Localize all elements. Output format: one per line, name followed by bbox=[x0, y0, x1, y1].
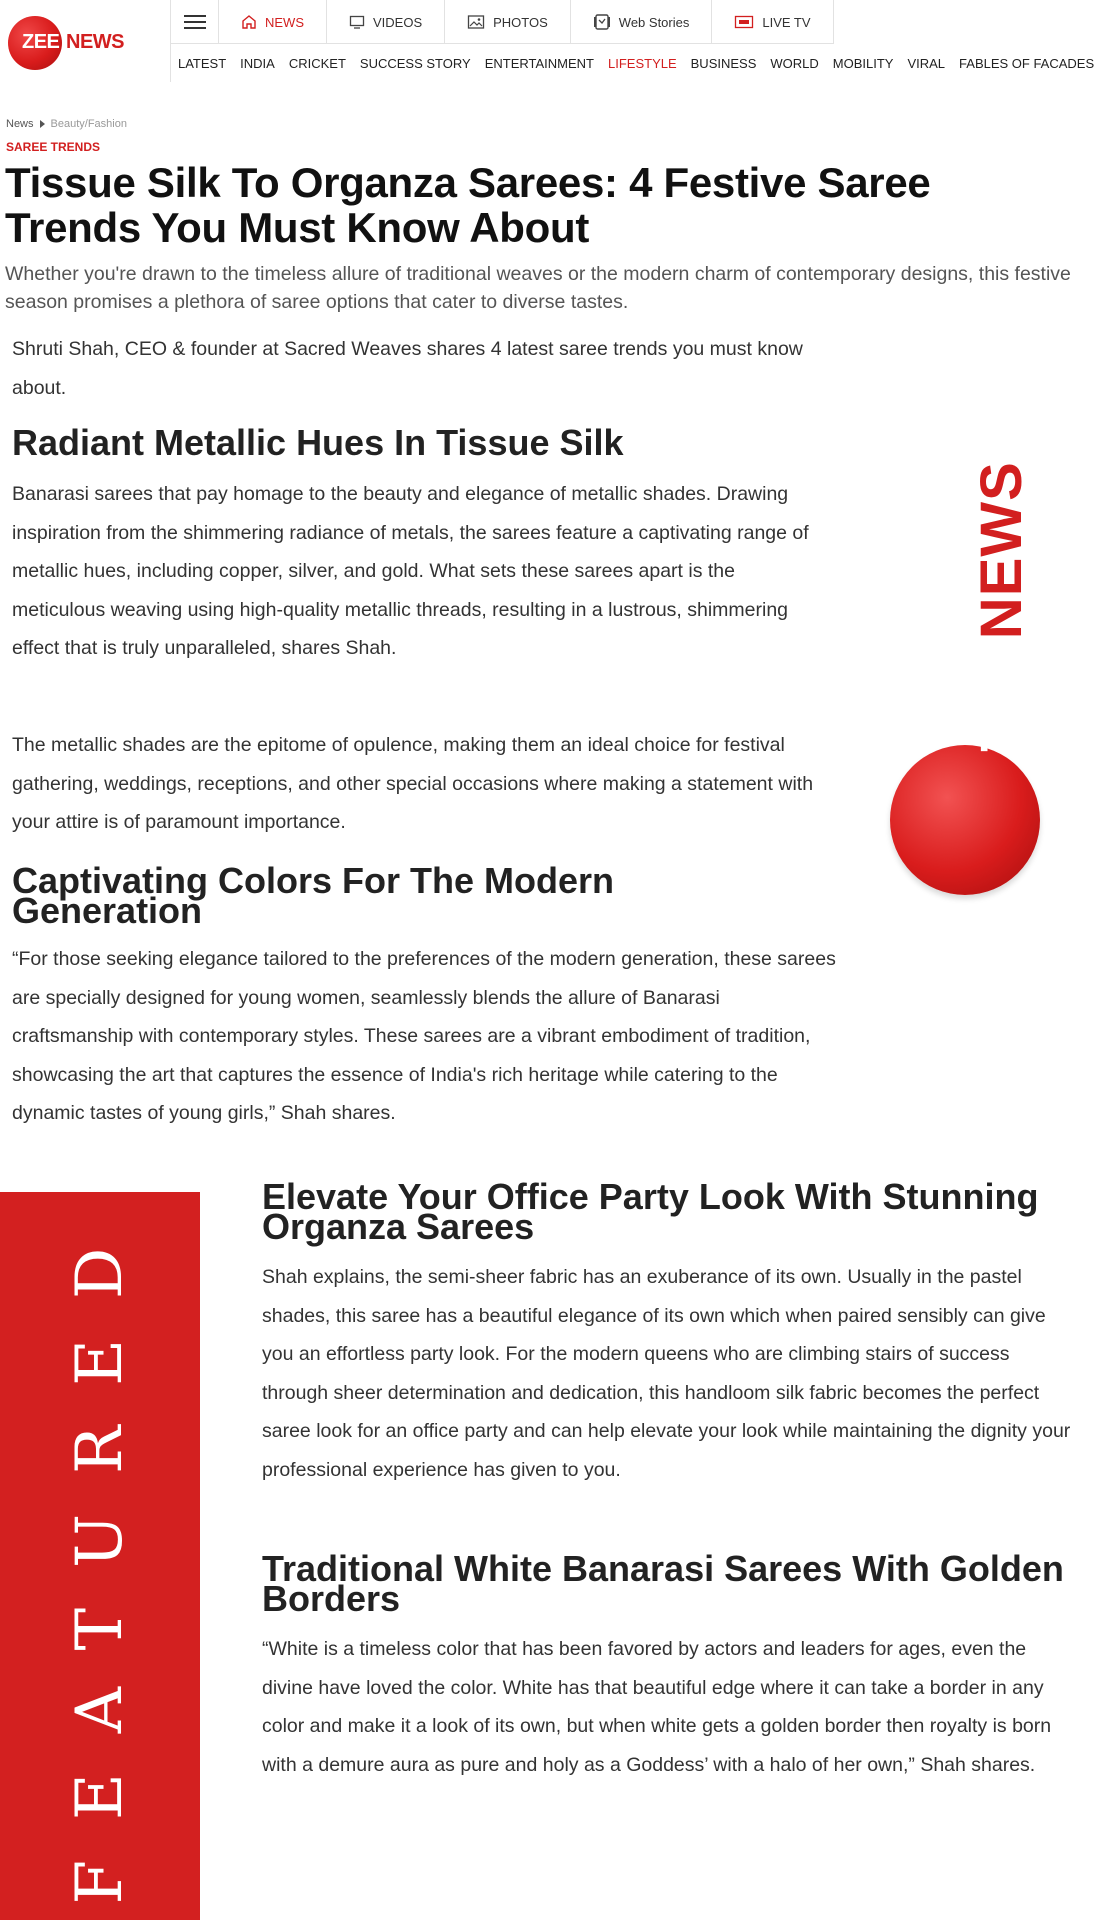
secnav-mobility[interactable]: MOBILITY bbox=[832, 55, 894, 71]
secnav-india[interactable]: INDIA bbox=[240, 55, 275, 71]
top-nav bbox=[171, 0, 834, 44]
section-paragraph: “For those seeking elegance tailored to the preferences of the modern generation, these sarees are specially designed for young women, seamlessly blends the allure of Banarasi craftsmanship with contemporary styles. These sarees are a vibrant embodiment of tradition, showcasing the art that captures the essence of India's rich heritage while catering to the dynamic tastes of young girls,” Shah shares. bbox=[12, 948, 836, 1124]
image-icon bbox=[467, 14, 485, 30]
live-tv-icon bbox=[734, 14, 754, 30]
site-header bbox=[0, 0, 1095, 82]
featured-banner[interactable] bbox=[0, 1192, 200, 1920]
nav-videos-label: VIDEOS bbox=[373, 14, 423, 30]
secnav-entertainment[interactable]: ENTERTAINMENT bbox=[484, 55, 594, 71]
breadcrumb bbox=[6, 118, 127, 130]
secnav-lifestyle[interactable]: LIFESTYLE bbox=[608, 55, 677, 71]
watermark-zee: ZEE bbox=[969, 639, 1034, 755]
web-stories-icon bbox=[593, 13, 611, 31]
menu-button[interactable] bbox=[171, 0, 219, 44]
nav-videos[interactable] bbox=[327, 0, 445, 44]
secnav-business[interactable]: BUSINESS bbox=[690, 55, 757, 71]
home-icon bbox=[241, 14, 257, 30]
nav-web-stories[interactable] bbox=[571, 0, 713, 44]
section-heading-metallic: Radiant Metallic Hues In Tissue Silk bbox=[12, 422, 624, 463]
breadcrumb-arrow-icon bbox=[40, 120, 45, 128]
zee-news-logo[interactable] bbox=[8, 14, 128, 72]
secnav-success-story[interactable]: SUCCESS STORY bbox=[359, 55, 471, 71]
section-heading-captivating: Captivating Colors For The Modern Generation bbox=[12, 860, 615, 931]
section-heading-office-party: Elevate Your Office Party Look With Stunning Organza Sarees bbox=[262, 1176, 1039, 1247]
nav-live-tv[interactable] bbox=[712, 0, 833, 44]
zee-news-watermark bbox=[880, 461, 1050, 915]
article-headline: Tissue Silk To Organza Sarees: 4 Festive Saree Trends You Must Know About bbox=[5, 159, 931, 251]
nav-photos-label: PHOTOS bbox=[493, 14, 548, 30]
logo-zee-text: ZEE bbox=[22, 31, 60, 53]
article-summary: Whether you're drawn to the timeless allure of traditional weaves or the modern charm of contemporary designs, this festive season promises a plethora of saree options that cater to diverse tastes. bbox=[5, 263, 1071, 313]
nav-live-tv-label: LIVE TV bbox=[762, 14, 811, 30]
secnav-cricket[interactable]: CRICKET bbox=[288, 55, 346, 71]
article-intro: Shruti Shah, CEO & founder at Sacred Weaves shares 4 latest saree trends you must know about. bbox=[12, 338, 803, 399]
secnav-world[interactable]: WORLD bbox=[770, 55, 819, 71]
section-paragraph: The metallic shades are the epitome of opulence, making them an ideal choice for festival gathering, weddings, receptions, and other special occasions where making a statement with your attire is of paramount importance. bbox=[12, 734, 814, 833]
logo-news-text: NEWS bbox=[66, 31, 124, 53]
breadcrumb-home[interactable]: News bbox=[6, 118, 34, 130]
monitor-icon bbox=[349, 14, 365, 30]
watermark-text bbox=[968, 461, 1035, 755]
section-nav bbox=[171, 44, 1101, 82]
nav-web-stories-label: Web Stories bbox=[618, 14, 690, 30]
secnav-latest[interactable]: LATEST bbox=[178, 55, 227, 71]
featured-label: FEATURED bbox=[63, 1207, 137, 1905]
secnav-viral[interactable]: VIRAL bbox=[907, 55, 946, 71]
nav-news[interactable] bbox=[219, 0, 327, 44]
category-tag[interactable]: SAREE TRENDS bbox=[6, 140, 101, 154]
secnav-fables-of-facades[interactable]: FABLES OF FACADES bbox=[959, 55, 1095, 71]
nav-news-label: NEWS bbox=[265, 14, 304, 30]
watermark-news: NEWS bbox=[969, 461, 1034, 640]
watermark-globe bbox=[890, 745, 1040, 895]
section-paragraph: Banarasi sarees that pay homage to the beauty and elegance of metallic shades. Drawing inspiration from the shimmering radiance of metals, the sarees feature a captivating range of metallic hues, including copper, silver, and gold. What sets these sarees apart is the meticulous weaving using high-quality metallic threads, resulting in a lustrous, shimmering effect that is truly unparalleled, shares Shah. bbox=[12, 483, 809, 659]
section-heading-white-banarasi: Traditional White Banarasi Sarees With Golden Borders bbox=[262, 1548, 1064, 1619]
nav-photos[interactable] bbox=[445, 0, 571, 44]
hamburger-icon bbox=[184, 14, 206, 30]
section-paragraph: “White is a timeless color that has been favored by actors and leaders for ages, even the divine have loved the color. White has that beautiful edge where it can take a border in any color and make it a look of its own, but when white gets a golden border then royalty is born with a demure aura as pure and holy as a Goddess’ with a halo of her own,” Shah shares. bbox=[262, 1638, 1052, 1776]
section-paragraph: Shah explains, the semi-sheer fabric has an exuberance of its own. Usually in the pastel shades, this saree has a beautiful elegance of its own which when paired sensibly can give you an effortless party look. For the modern queens who are climbing stairs of success through sheer determination and dedication, this handloom silk fabric becomes the perfect saree look for an office party and can help elevate your look while maintaining the dignity your professional experience has given to you. bbox=[262, 1266, 1071, 1481]
breadcrumb-category[interactable]: Beauty/Fashion bbox=[50, 118, 127, 130]
